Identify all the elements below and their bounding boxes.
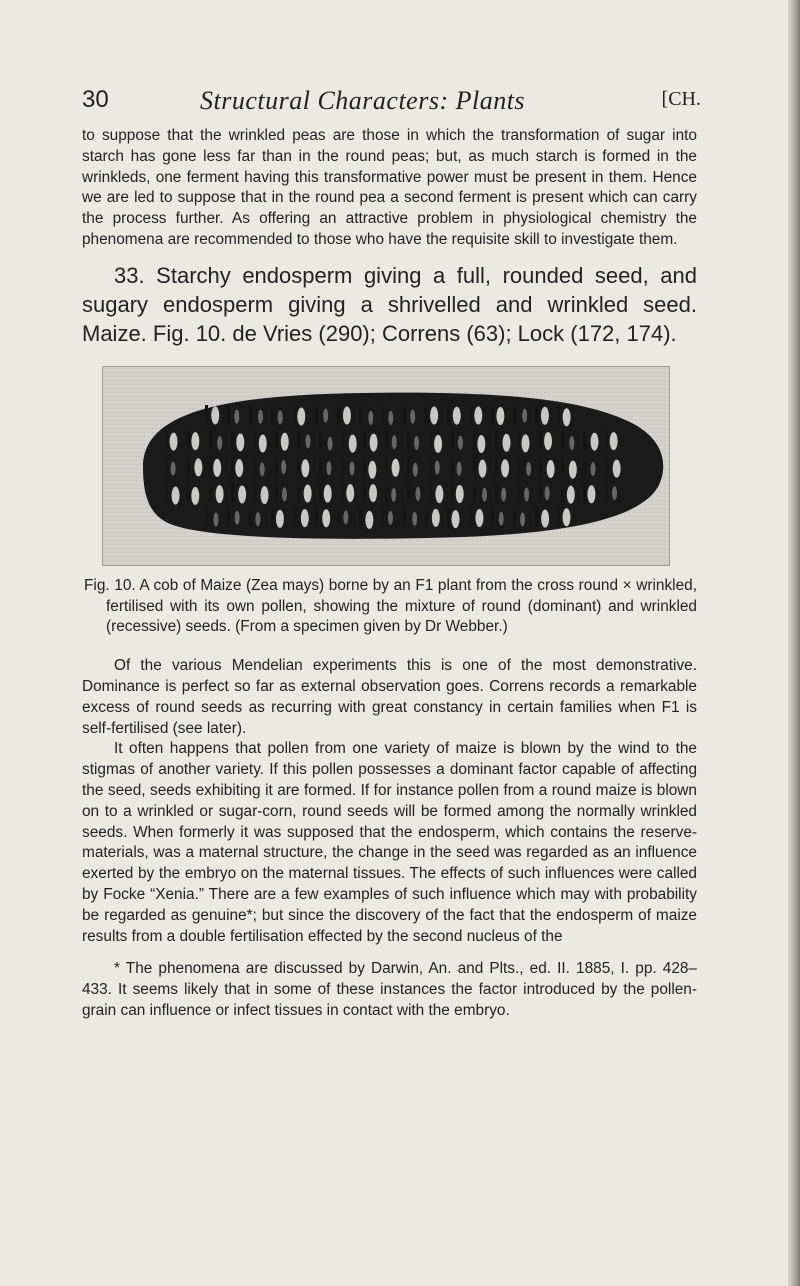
kernel [392, 459, 400, 477]
kernel-gap [561, 457, 564, 477]
kernel [281, 460, 286, 474]
section-number: 33. [114, 262, 145, 288]
kernel [547, 460, 555, 478]
kernel-gap [337, 405, 340, 425]
page-edge [788, 0, 800, 1286]
kernel-gap [253, 483, 256, 503]
kernel [563, 508, 571, 526]
kernel-gap [385, 483, 388, 503]
kernel [452, 510, 460, 528]
kernel [413, 462, 418, 476]
kernel-gap [605, 457, 608, 477]
kernel-gap [605, 483, 608, 503]
kernel [610, 432, 618, 450]
kernel-gap [469, 405, 472, 425]
kernel-gap [341, 457, 344, 477]
kernel [282, 487, 287, 501]
kernel [388, 511, 393, 525]
kernel [258, 410, 263, 424]
kernel [412, 512, 417, 526]
kernel-gap [491, 507, 494, 527]
section-heading-text: Starchy endosperm giving a full, rounded seed, and sugary endosperm giving a shrivelled and wrinkled seed. Maize. Fig. 10. de Vries (290); Correns (63); Lock (172, 174). [82, 262, 697, 346]
kernel [456, 485, 464, 503]
kernel-gap [363, 483, 366, 503]
kernel [170, 432, 178, 450]
kernel [370, 433, 378, 451]
kernel-gap [363, 457, 366, 477]
kernel-gap [297, 483, 300, 503]
kernel-gap [517, 431, 520, 451]
book-page [82, 86, 701, 1022]
kernel-gap [557, 507, 560, 527]
kernel-gap [385, 431, 388, 451]
kernel-gap [535, 507, 538, 527]
kernel-gap [561, 483, 564, 503]
kernel-gap [539, 431, 542, 451]
kernel [301, 459, 309, 477]
kernel [323, 408, 328, 422]
kernel [544, 432, 552, 450]
kernel-gap [275, 483, 278, 503]
running-header [82, 86, 701, 120]
kernel [479, 459, 487, 477]
kernel-gap [605, 431, 608, 451]
kernel-gap [425, 507, 428, 527]
kernel-gap [447, 405, 450, 425]
kernel-gap [209, 483, 212, 503]
kernel-gap [249, 405, 252, 425]
kernel-gap [271, 405, 274, 425]
kernel-gap [293, 507, 296, 527]
kernel-gap [359, 507, 362, 527]
kernel-gap [583, 457, 586, 477]
kernel [238, 485, 246, 503]
kernel-gap [253, 431, 256, 451]
kernel [217, 436, 222, 450]
kernel-gap [403, 507, 406, 527]
kernel [211, 406, 219, 424]
chapter-mark: [CH. [661, 88, 701, 110]
kernel-gap [517, 483, 520, 503]
kernel-gap [359, 405, 362, 425]
paragraph-continued: to suppose that the wrinkled peas are those in which the transformation of sugar into starch has gone less far than in the round peas; but, as much starch is formed in the wrinkleds, one ferment having this transformative power must be present in them. Hence we are led to suppose that in the round pea a second ferment is present which can carry the process further. As offering an attractive problem in physiological chemistry the phenomena are recommended to those who have the requisite skill to investigate them. [82, 127, 697, 248]
kernel-gap [253, 457, 256, 477]
kernel-gap [205, 405, 208, 425]
section-heading [82, 261, 697, 348]
kernel [453, 406, 461, 424]
kernel [343, 510, 348, 524]
kernel-gap [513, 507, 516, 527]
kernel [216, 485, 224, 503]
kernel-gap [425, 405, 428, 425]
kernel-gap [227, 405, 230, 425]
kernel [171, 461, 176, 475]
kernel-gap [187, 483, 190, 503]
kernel [236, 433, 244, 451]
kernel-gap [451, 457, 454, 477]
kernel-gap [165, 431, 168, 451]
kernel [499, 511, 504, 525]
kernel-gap [583, 431, 586, 451]
kernel [304, 484, 312, 502]
kernel-gap [319, 457, 322, 477]
kernel [297, 407, 305, 425]
kernel [276, 510, 284, 528]
kernel-gap [513, 405, 516, 425]
kernel-gap [275, 431, 278, 451]
kernel-gap [315, 507, 318, 527]
kernel [569, 436, 574, 450]
kernel [545, 486, 550, 500]
kernel-gap [231, 483, 234, 503]
kernel-gap [293, 405, 296, 425]
kernel-gap [319, 431, 322, 451]
page-number: 30 [82, 86, 109, 113]
kernel [322, 509, 330, 527]
kernel-gap [429, 431, 432, 451]
kernel [501, 487, 506, 501]
kernel-gap [385, 457, 388, 477]
kernel-gap [517, 457, 520, 477]
kernel [522, 434, 530, 452]
kernel-gap [539, 457, 542, 477]
kernel-gap [407, 457, 410, 477]
kernel-gap [381, 405, 384, 425]
kernel [458, 436, 463, 450]
kernel [590, 432, 598, 450]
kernel [392, 435, 397, 449]
kernel [587, 485, 595, 503]
kernel [235, 459, 243, 477]
footnote: * The phenomena are discussed by Darwin, An. and Plts., ed. II. 1885, I. pp. 428–433. It seems likely that in some of these instances the factor introduced by the pollen-grain can influence or infect tissues in contact with the embryo. [82, 960, 697, 1019]
kernel [365, 511, 373, 529]
kernel [612, 486, 617, 500]
kernel-gap [315, 405, 318, 425]
kernel-gap [495, 457, 498, 477]
kernel-gap [403, 405, 406, 425]
kernel-gap [473, 457, 476, 477]
kernel [343, 406, 351, 424]
kernel-gap [539, 483, 542, 503]
kernel-gap [205, 507, 208, 527]
kernel-gap [495, 431, 498, 451]
kernel [520, 512, 525, 526]
kernel [368, 411, 373, 425]
kernel-gap [165, 457, 168, 477]
kernel-gap [231, 431, 234, 451]
kernel [388, 411, 393, 425]
maize-cob-figure [102, 366, 670, 566]
kernel-gap [557, 405, 560, 425]
kernel-gap [209, 457, 212, 477]
kernel [234, 409, 239, 423]
kernel [414, 436, 419, 450]
figure-caption: Fig. 10. A cob of Maize (Zea mays) borne by an F1 plant from the cross round × wrinkled, fertilised with its own pollen, showing the mixture of round (dominant) and wrinkled (recessive) seeds. (From a specimen given by Dr Webber.) [84, 576, 697, 636]
kernel-gap [473, 431, 476, 451]
kernel-gap [491, 405, 494, 425]
kernel [524, 487, 529, 501]
kernel [324, 484, 332, 502]
kernel-gap [429, 483, 432, 503]
kernel [328, 436, 333, 450]
kernel [526, 462, 531, 476]
kernel [278, 410, 283, 424]
kernel [191, 487, 199, 505]
kernel-gap [451, 431, 454, 451]
kernel-gap [429, 457, 432, 477]
kernel [391, 488, 396, 502]
kernel [410, 409, 415, 423]
kernel [350, 461, 355, 475]
paragraph-3: It often happens that pollen from one variety of maize is blown by the wind to the stigmas of another variety. If this pollen possesses a dominant factor capable of affecting the seed, seeds exhibiting it are formed. If for instance pollen from a round maize is blown on to a wrinkled or sugar-corn, round seeds will be formed among the normally wrinkled seeds. When formerly it was supposed that the endosperm, which contains the reserve-materials, was a maternal structure, the change in the seed was regarded as an influence exerted by the embryo on the maternal tissues. The effects of such influences were called by Focke “Xenia.” There are a few examples of such influence which may with probability be regarded as genuine*; but since the discovery of the fact that the endosperm of maize results from a double fertilisation effected by the second nucleus of the [82, 740, 697, 945]
kernel-gap [451, 483, 454, 503]
kernel-gap [209, 431, 212, 451]
kernel-gap [583, 483, 586, 503]
kernel [474, 406, 482, 424]
kernel-gap [297, 457, 300, 477]
kernel-gap [275, 457, 278, 477]
kernel [522, 408, 527, 422]
kernel [477, 435, 485, 453]
kernel [415, 487, 420, 501]
kernel [346, 484, 354, 502]
kernel [260, 462, 265, 476]
kernel-gap [561, 431, 564, 451]
kernel-gap [473, 483, 476, 503]
kernel-gap [271, 507, 274, 527]
kernel-gap [535, 405, 538, 425]
kernel [213, 512, 218, 526]
kernel [301, 509, 309, 527]
kernel [281, 433, 289, 451]
kernel [563, 408, 571, 426]
kernel [191, 432, 199, 450]
kernel [435, 460, 440, 474]
kernel [368, 461, 376, 479]
kernel [255, 512, 260, 526]
kernel [259, 434, 267, 452]
kernel [194, 458, 202, 476]
paragraph-2: Of the various Mendelian experiments this is one of the most demonstrative. Dominance is perfect so far as external observation goes. Correns records a remarkable excess of round seeds as recurring with great constancy in certain families when F1 is self-fertilised (see later). [82, 657, 697, 737]
kernel [432, 509, 440, 527]
kernel [502, 434, 510, 452]
maize-cob-photo-icon [103, 367, 669, 565]
kernel [567, 485, 575, 503]
kernel [541, 509, 549, 527]
kernel [496, 407, 504, 425]
kernel [305, 434, 310, 448]
kernel-gap [407, 483, 410, 503]
kernel [235, 511, 240, 525]
kernel [349, 434, 357, 452]
kernel [369, 484, 377, 502]
kernel [261, 486, 269, 504]
kernel-gap [381, 507, 384, 527]
kernel-gap [337, 507, 340, 527]
kernel [172, 486, 180, 504]
kernel-gap [231, 457, 234, 477]
running-title: Structural Characters: Plants [200, 86, 526, 115]
kernel [434, 435, 442, 453]
kernel-gap [407, 431, 410, 451]
kernel [569, 460, 577, 478]
kernel-gap [447, 507, 450, 527]
kernel-gap [187, 431, 190, 451]
kernel [435, 485, 443, 503]
kernel-gap [341, 431, 344, 451]
kernel-gap [187, 457, 190, 477]
kernel-gap [495, 483, 498, 503]
kernel [482, 487, 487, 501]
kernel-gap [319, 483, 322, 503]
kernel-gap [249, 507, 252, 527]
kernel [475, 509, 483, 527]
kernel [613, 459, 621, 477]
kernel-gap [363, 431, 366, 451]
kernel-gap [341, 483, 344, 503]
kernel [213, 459, 221, 477]
kernel [501, 459, 509, 477]
kernel [326, 461, 331, 475]
kernel-gap [165, 483, 168, 503]
kernel [430, 406, 438, 424]
kernel [457, 462, 462, 476]
kernel [590, 462, 595, 476]
kernel-gap [469, 507, 472, 527]
kernel [541, 406, 549, 424]
kernel-gap [297, 431, 300, 451]
kernel-gap [227, 507, 230, 527]
